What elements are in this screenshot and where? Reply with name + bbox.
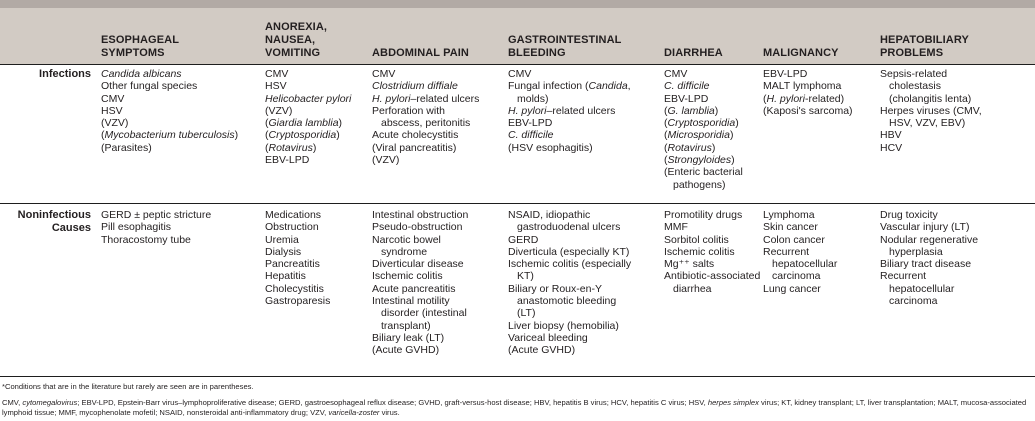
table-cell-abd [372, 68, 479, 166]
cell-entry [372, 258, 468, 270]
entry-line: Sepsis-related [880, 68, 948, 80]
entry-line: Biliary leak (LT) [372, 331, 445, 344]
entry-line: Helicobacter pylori [265, 92, 352, 105]
entry-line: Candida albicans [101, 68, 182, 80]
cell-entry [265, 246, 330, 258]
cell-entry [664, 270, 760, 295]
cell-entry [372, 295, 468, 332]
cell-entry [101, 93, 238, 105]
cell-entry [508, 105, 631, 117]
entry-line: (Mycobacterium tuberculosis) [101, 129, 239, 142]
entry-line: EBV-LPD [508, 117, 553, 130]
cell-entry [508, 234, 631, 246]
entry-line: Ischemic colitis [372, 270, 443, 283]
cell-entry [508, 283, 631, 320]
entry-line: C. difficile [508, 129, 554, 142]
entry-continuation-line: gastroduodenal ulcers [517, 221, 621, 234]
column-header-line: NAUSEA, [265, 34, 316, 46]
column-header-line: PROBLEMS [880, 47, 944, 59]
cell-entry [372, 68, 479, 80]
cell-entry [880, 221, 978, 233]
cell-entry [372, 283, 468, 295]
entry-continuation-line: pathogens) [673, 178, 726, 191]
cell-entry [265, 283, 330, 295]
cell-entry [265, 234, 330, 246]
cell-entry [763, 283, 837, 295]
entry-line: Diverticula (especially KT) [508, 245, 630, 258]
cell-entry [508, 117, 631, 129]
cell-entry [101, 117, 238, 129]
column-header-line: DIARRHEA [664, 47, 723, 59]
entry-line: (Giardia lamblia) [265, 117, 343, 130]
table-cell-gib [508, 209, 631, 357]
cell-entry [664, 93, 743, 105]
cell-entry [664, 68, 743, 80]
column-header-gib [508, 34, 621, 60]
entry-line: Skin cancer [763, 221, 818, 234]
entry-line: CMV [372, 68, 396, 80]
entry-continuation-line: anastomotic bleeding [517, 295, 617, 308]
entry-line: EBV-LPD [763, 68, 808, 80]
row-label-line: Causes [51, 222, 91, 234]
table-cell-dia [664, 209, 760, 295]
cell-entry [101, 209, 211, 221]
cell-entry [664, 129, 743, 141]
entry-line: HSV [265, 80, 287, 93]
cell-entry [664, 142, 743, 154]
cell-entry [880, 129, 982, 141]
entry-line: MMF [664, 221, 688, 234]
entry-line: (Cryptosporidia) [664, 117, 739, 130]
row-label [0, 209, 91, 235]
cell-entry [763, 80, 853, 92]
entry-line: Biliary or Roux-en-Y [508, 282, 602, 295]
cell-entry [763, 68, 853, 80]
cell-entry [508, 142, 631, 154]
table-cell-mal [763, 68, 853, 117]
column-header-mal [763, 47, 839, 60]
entry-line: Variceal bleeding [508, 331, 588, 344]
row-label-line: Infections [39, 68, 91, 80]
column-header-line: HEPATOBILIARY [880, 34, 969, 46]
cell-entry [265, 105, 351, 117]
entry-line: (Kaposi's sarcoma) [763, 104, 853, 117]
cell-entry [372, 234, 468, 259]
cell-entry [880, 105, 982, 130]
cell-entry [508, 320, 631, 332]
entry-line: EBV-LPD [265, 154, 310, 167]
column-header-dia [664, 47, 723, 60]
column-header-hep [880, 34, 969, 60]
entry-line: Uremia [265, 233, 299, 246]
entry-continuation-line: transplant) [381, 319, 431, 332]
cell-entry [372, 332, 468, 344]
cell-entry [372, 344, 468, 356]
cell-entry [508, 68, 631, 80]
entry-line: Obstruction [265, 221, 319, 234]
entry-line: Intestinal motility [372, 295, 450, 308]
entry-line: Liver biopsy (hemobilia) [508, 319, 619, 332]
entry-line: Lung cancer [763, 282, 821, 295]
row-label [0, 68, 91, 81]
cell-entry [372, 209, 468, 221]
entry-continuation-line: molds) [517, 92, 549, 105]
entry-line: Ischemic colitis [664, 245, 735, 258]
table-cell-dia [664, 68, 743, 191]
cell-entry [372, 154, 479, 166]
entry-line: Recurrent [880, 270, 927, 283]
entry-continuation-line: (LT) [517, 307, 536, 320]
table-bottom-rule [0, 376, 1035, 377]
entry-continuation-line: syndrome [381, 245, 428, 258]
entry-line: CMV [664, 68, 688, 80]
cell-entry [265, 117, 351, 129]
cell-entry [101, 129, 238, 141]
cell-entry [508, 246, 631, 258]
entry-line: GERD [508, 233, 539, 246]
entry-continuation-line: hepatocellular [889, 282, 955, 295]
cell-entry [265, 93, 351, 105]
entry-line: Clostridium diffiale [372, 80, 458, 93]
cell-entry [265, 295, 330, 307]
entry-continuation-line: carcinoma [772, 270, 821, 283]
cell-entry [372, 142, 479, 154]
entry-line: GERD ± peptic stricture [101, 209, 212, 221]
cell-entry [265, 80, 351, 92]
entry-line: HBV [880, 129, 902, 142]
entry-line: Ischemic colitis (especially [508, 258, 632, 271]
cell-entry [265, 142, 351, 154]
table-cell-hep [880, 209, 978, 307]
cell-entry [664, 209, 760, 221]
entry-line: Dialysis [265, 245, 302, 258]
cell-entry [508, 332, 631, 344]
entry-line: Vascular injury (LT) [880, 221, 970, 234]
entry-line: (VZV) [265, 104, 293, 117]
column-header-abd [372, 47, 469, 60]
table-cell-mal [763, 209, 837, 295]
cell-entry [265, 129, 351, 141]
entry-line: Other fungal species [101, 80, 198, 93]
cell-entry [763, 209, 837, 221]
entry-line: HCV [880, 141, 903, 154]
entry-line: (Rotavirus) [265, 141, 317, 154]
cell-entry [372, 221, 468, 233]
cell-entry [508, 129, 631, 141]
entry-continuation-line: carcinoma [889, 295, 938, 308]
cell-entry [763, 93, 853, 105]
entry-continuation-line: hyperplasia [889, 245, 943, 258]
cell-entry [101, 80, 238, 92]
cell-entry [265, 209, 330, 221]
entry-line: (Rotavirus) [664, 141, 716, 154]
entry-line: CMV [508, 68, 532, 80]
entry-line: Lymphoma [763, 209, 815, 221]
table-cell-eso [101, 68, 238, 154]
entry-line: C. difficile [664, 80, 710, 93]
cell-entry [880, 68, 982, 105]
cell-entry [664, 221, 760, 233]
entry-continuation-line: hepatocellular [772, 258, 838, 271]
entry-continuation-line: cholestasis [889, 80, 941, 93]
column-header-line: VOMITING [265, 47, 321, 59]
cell-entry [101, 105, 238, 117]
column-header-line: BLEEDING [508, 47, 566, 59]
entry-line: Diverticular disease [372, 258, 464, 271]
table-cell-hep [880, 68, 982, 154]
entry-line: (Cryptosporidia) [265, 129, 340, 142]
cell-entry [763, 105, 853, 117]
cell-entry [664, 234, 760, 246]
entry-line: Biliary tract disease [880, 258, 972, 271]
entry-line: (Microsporidia) [664, 129, 734, 142]
header-divider [0, 64, 1035, 65]
cell-entry [265, 270, 330, 282]
entry-line: MALT lymphoma [763, 80, 842, 93]
section-divider [0, 203, 1035, 204]
entry-line: Narcotic bowel [372, 233, 441, 246]
cell-entry [372, 93, 479, 105]
entry-line: (HSV esophagitis) [508, 141, 593, 154]
cell-entry [101, 68, 238, 80]
entry-line: Nodular regenerative [880, 233, 979, 246]
entry-line: NSAID, idiopathic [508, 209, 591, 221]
entry-line: Promotility drugs [664, 209, 743, 221]
entry-line: Acute pancreatitis [372, 282, 456, 295]
entry-line: H. pylori–related ulcers [508, 104, 616, 117]
entry-line: (G. lamblia) [664, 104, 719, 117]
column-header-line: GASTROINTESTINAL [508, 34, 622, 46]
entry-line: EBV-LPD [664, 92, 709, 105]
table-cell-abd [372, 209, 468, 357]
entry-line: Drug toxicity [880, 209, 938, 221]
entry-line: (Enteric bacterial [664, 166, 743, 179]
cell-entry [265, 68, 351, 80]
entry-line: Pseudo-obstruction [372, 221, 463, 234]
entry-line: Colon cancer [763, 233, 825, 246]
entry-line: (Acute GVHD) [372, 344, 440, 357]
entry-line: Pill esophagitis [101, 221, 172, 234]
column-header-line: MALIGNANCY [763, 47, 839, 59]
cell-entry [508, 258, 631, 283]
entry-continuation-line: disorder (intestinal [381, 307, 467, 320]
entry-line: HSV [101, 104, 123, 117]
cell-entry [508, 209, 631, 234]
cell-entry [265, 258, 330, 270]
entry-line: Gastroparesis [265, 295, 331, 308]
cell-entry [664, 117, 743, 129]
entry-continuation-line: HSV, VZV, EBV) [889, 117, 966, 130]
cell-entry [664, 154, 743, 166]
cell-entry [664, 105, 743, 117]
cell-entry [880, 258, 978, 270]
cell-entry [664, 246, 760, 258]
cell-entry [372, 129, 479, 141]
table-cell-gib [508, 68, 631, 154]
table-cell-ano [265, 209, 330, 307]
entry-line: Fungal infection (Candida, [508, 80, 631, 93]
entry-line: (Strongyloides) [664, 154, 735, 167]
column-header-line: SYMPTOMS [101, 47, 165, 59]
cell-entry [101, 142, 238, 154]
entry-line: (Acute GVHD) [508, 344, 576, 357]
entry-line: Sorbitol colitis [664, 233, 729, 246]
column-header-line: ESOPHAGEAL [101, 34, 180, 46]
entry-line: Antibiotic-associated [664, 270, 761, 283]
entry-line: Cholecystitis [265, 282, 324, 295]
column-header-eso [101, 34, 179, 60]
abbreviations-note: CMV, cytomegalovirus; EBV-LPD, Epstein-Barr virus–lymphoproliferative disease; GERD, gastroesophageal reflux disease; GVHD, graft-versus-host disease; HBV, hepatitis B virus; HCV, hepatitis C virus; HSV, herpes simplex virus; KT, kidney transplant; LT, liver transplantation; MALT, mucosa-associated lymphoid tissue; MMF, mycophenolate mofetil; NSAID, nonsteroidal anti-inflammatory drug; VZV, varicella-zoster virus. [2, 398, 1027, 417]
cell-entry [880, 270, 978, 307]
cell-entry [508, 80, 631, 105]
table-cell-ano [265, 68, 351, 166]
column-header-line: ABDOMINAL PAIN [372, 47, 469, 59]
entry-line: Medications [265, 209, 322, 221]
cell-entry [664, 258, 760, 270]
entry-line: Acute cholecystitis [372, 129, 459, 142]
entry-line: Thoracostomy tube [101, 233, 191, 246]
entry-line: CMV [265, 68, 289, 80]
entry-line: Mg⁺⁺ salts [664, 258, 715, 271]
footnote: *Conditions that are in the literature but rarely are seen are in parentheses. [2, 382, 254, 391]
entry-line: (Viral pancreatitis) [372, 141, 457, 154]
entry-continuation-line: diarrhea [673, 282, 712, 295]
cell-entry [372, 105, 479, 130]
cell-entry [664, 80, 743, 92]
entry-line: (VZV) [101, 117, 129, 130]
cell-entry [880, 142, 982, 154]
entry-line: Herpes viruses (CMV, [880, 104, 982, 117]
entry-line: (Parasites) [101, 141, 152, 154]
entry-line: Hepatitis [265, 270, 306, 283]
entry-line: (H. pylori-related) [763, 92, 845, 105]
row-label-line: Noninfectious [17, 209, 91, 221]
cell-entry [372, 270, 468, 282]
cell-entry [763, 234, 837, 246]
entry-line: Recurrent [763, 245, 810, 258]
table-top-rule [0, 0, 1035, 8]
cell-entry [880, 234, 978, 259]
entry-continuation-line: KT) [517, 270, 534, 283]
table-cell-eso [101, 209, 211, 246]
entry-line: Intestinal obstruction [372, 209, 469, 221]
cell-entry [508, 344, 631, 356]
cell-entry [101, 221, 211, 233]
entry-continuation-line: abscess, peritonitis [381, 117, 471, 130]
entry-line: CMV [101, 92, 125, 105]
cell-entry [763, 221, 837, 233]
cell-entry [265, 221, 330, 233]
cell-entry [880, 209, 978, 221]
cell-entry [763, 246, 837, 283]
entry-continuation-line: (cholangitis lenta) [889, 92, 972, 105]
cell-entry [265, 154, 351, 166]
cell-entry [372, 80, 479, 92]
entry-line: H. pylori–related ulcers [372, 92, 480, 105]
cell-entry [101, 234, 211, 246]
entry-line: Pancreatitis [265, 258, 320, 271]
column-header-ano [265, 21, 327, 60]
entry-line: Perforation with [372, 104, 445, 117]
cell-entry [664, 166, 743, 191]
entry-line: (VZV) [372, 154, 400, 167]
column-header-line: ANOREXIA, [265, 21, 328, 33]
